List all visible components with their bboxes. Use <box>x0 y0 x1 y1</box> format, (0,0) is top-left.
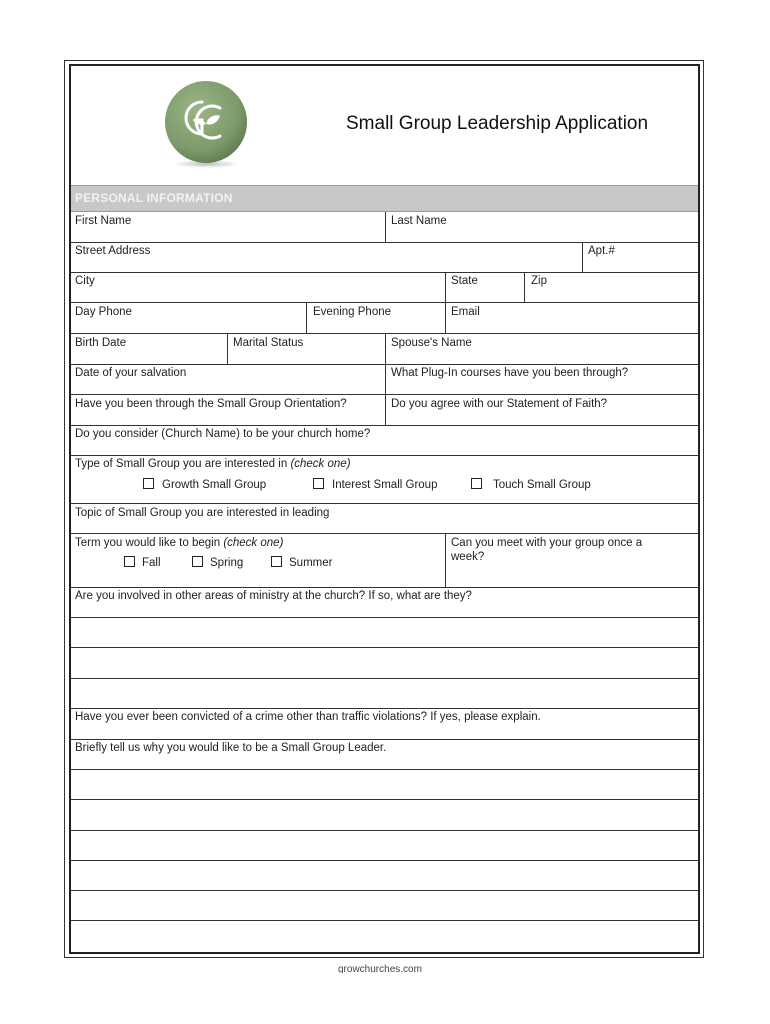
meet-weekly-label: Can you meet with your group once a week? <box>451 537 643 563</box>
spouse-name-label: Spouse's Name <box>391 337 472 349</box>
fall-checkbox[interactable] <box>124 556 135 567</box>
gc-leaf-logo-icon <box>162 80 250 168</box>
email-label: Email <box>451 306 480 318</box>
orientation-label: Have you been through the Small Group Orientation? <box>75 398 347 410</box>
other-ministry-answer-line[interactable] <box>71 679 698 708</box>
term-text: Term you would like to begin <box>75 537 221 549</box>
why-leader-label: Briefly tell us why you would like to be a Small Group Leader. <box>75 742 387 754</box>
why-leader-answer-line[interactable] <box>71 770 698 799</box>
birth-date-label: Birth Date <box>75 337 127 349</box>
why-leader-answer-line[interactable] <box>71 831 698 860</box>
last-name-label: Last Name <box>391 215 447 227</box>
growth-small-group-checkbox[interactable] <box>143 478 154 489</box>
other-ministry-label: Are you involved in other areas of ministry at the church? If so, what are they? <box>75 590 472 602</box>
row-divider <box>71 425 698 426</box>
column-divider <box>385 364 386 394</box>
column-divider <box>385 212 386 242</box>
column-divider <box>445 302 446 333</box>
summer-checkbox[interactable] <box>271 556 282 567</box>
marital-status-label: Marital Status <box>233 337 304 349</box>
column-divider <box>582 242 583 272</box>
fall-label: Fall <box>142 557 161 569</box>
row-divider <box>71 455 698 456</box>
statement-faith-label: Do you agree with our Statement of Faith? <box>391 398 608 410</box>
row-divider <box>71 708 698 709</box>
city-label: City <box>75 275 95 287</box>
plugin-courses-label: What Plug-In courses have you been through? <box>391 367 629 379</box>
column-divider <box>524 272 525 302</box>
why-leader-answer-line[interactable] <box>71 921 698 951</box>
column-divider <box>306 302 307 333</box>
column-divider <box>385 394 386 425</box>
other-ministry-answer-line[interactable] <box>71 618 698 647</box>
day-phone-label: Day Phone <box>75 306 132 318</box>
term-label <box>75 536 283 550</box>
row-divider <box>71 533 698 534</box>
other-ministry-answer-line[interactable] <box>71 648 698 677</box>
column-divider <box>227 333 228 364</box>
evening-phone-label: Evening Phone <box>313 306 392 318</box>
touch-small-group-checkbox[interactable] <box>471 478 482 489</box>
interest-small-group-label: Interest Small Group <box>332 479 438 491</box>
why-leader-answer-line[interactable] <box>71 800 698 829</box>
apt-label: Apt.# <box>588 245 615 257</box>
section-header-personal-information <box>71 185 698 212</box>
row-divider <box>71 272 698 273</box>
row-divider <box>71 503 698 504</box>
row-divider <box>71 302 698 303</box>
convicted-label: Have you ever been convicted of a crime other than traffic violations? If yes, please explain. <box>75 711 541 723</box>
group-type-label <box>75 457 351 471</box>
section-title: PERSONAL INFORMATION <box>75 191 233 205</box>
page-title: Small Group Leadership Application <box>346 113 649 134</box>
interest-small-group-checkbox[interactable] <box>313 478 324 489</box>
group-type-text: Type of Small Group you are interested in <box>75 458 288 470</box>
column-divider <box>445 533 446 587</box>
church-home-label: Do you consider (Church Name) to be your church home? <box>75 428 371 440</box>
first-name-label: First Name <box>75 215 132 227</box>
column-divider <box>385 333 386 364</box>
summer-label: Summer <box>289 557 333 569</box>
footer-url: growchurches.com <box>338 964 422 973</box>
touch-small-group-label: Touch Small Group <box>493 479 591 491</box>
spring-label: Spring <box>210 557 244 569</box>
topic-label: Topic of Small Group you are interested in leading <box>75 507 330 519</box>
growth-small-group-label: Growth Small Group <box>162 479 267 491</box>
group-type-hint: (check one) <box>290 458 351 470</box>
why-leader-answer-line[interactable] <box>71 891 698 920</box>
salvation-date-label: Date of your salvation <box>75 367 187 379</box>
state-label: State <box>451 275 478 287</box>
spring-checkbox[interactable] <box>192 556 203 567</box>
row-divider <box>71 587 698 588</box>
term-hint: (check one) <box>223 537 284 549</box>
zip-label: Zip <box>531 275 547 287</box>
why-leader-answer-line[interactable] <box>71 861 698 890</box>
row-divider <box>71 739 698 740</box>
column-divider <box>445 272 446 302</box>
street-address-label: Street Address <box>75 245 151 257</box>
row-divider <box>71 242 698 243</box>
